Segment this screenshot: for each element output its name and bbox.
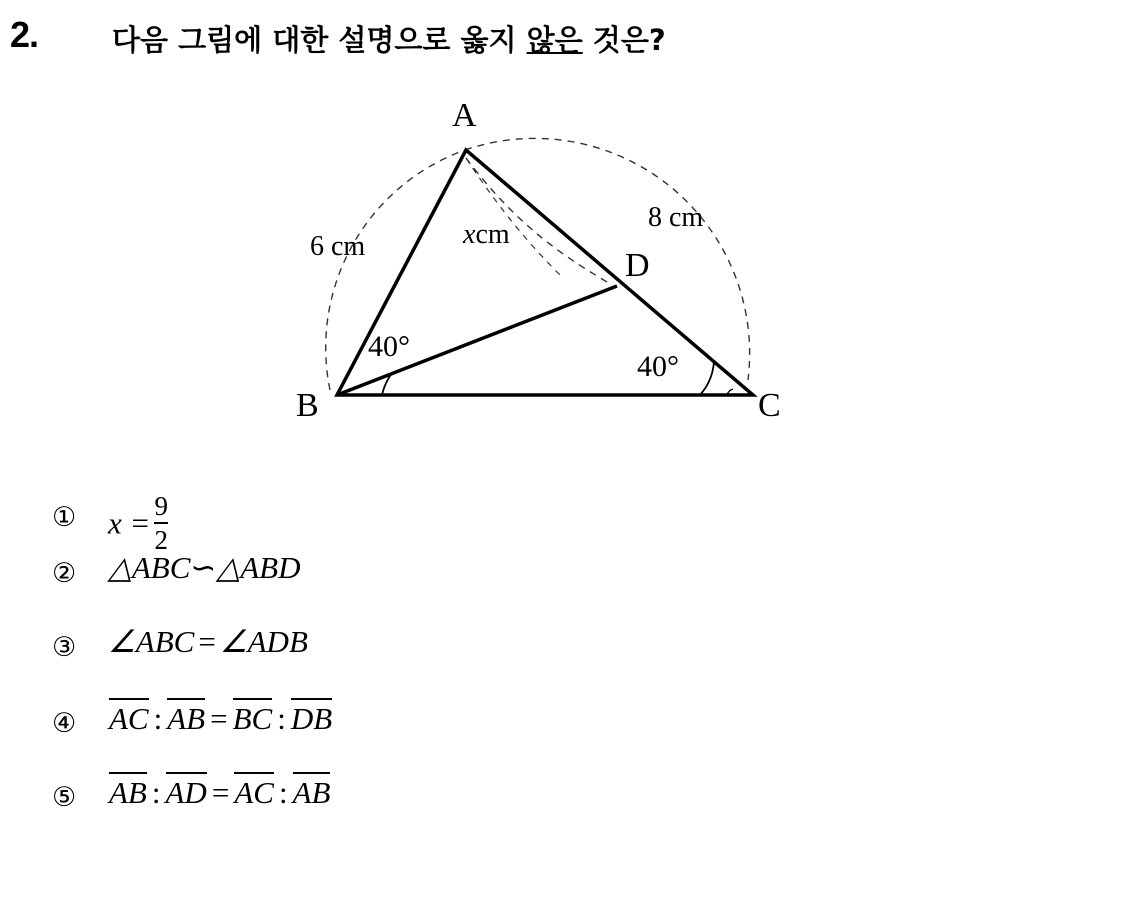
choice-1-marker: ① [52,502,77,533]
choice-4-body [108,698,333,737]
question-text-after: 것은? [582,23,666,57]
geometry-figure [0,80,1121,450]
question-text-underlined: 않은 [526,23,583,57]
question-header [0,10,1121,70]
similar-symbol: ∽ [190,550,217,585]
choice-3-angle-2: ∠ADB [219,624,308,659]
vertex-label-a: A [452,97,477,134]
choice-2-triangle-2: △ABD [216,550,301,585]
choice-2[interactable] [0,544,1121,618]
vertex-label-d: D [625,247,650,284]
fraction-denominator: 2 [154,525,168,556]
choice-1-lhs: x = [108,505,151,541]
vertex-label-b: B [296,387,319,424]
choice-5-segment-3: AC [234,772,274,811]
choice-5-ratio-1: : [151,775,161,810]
choice-5-equals: = [211,775,230,810]
question-text [112,18,666,59]
choice-5-segment-4: AB [293,772,331,811]
choice-3-equals: = [198,624,216,659]
choice-4-segment-3: BC [233,698,273,737]
choice-2-marker: ② [52,558,77,589]
choice-3-body [108,624,308,660]
choice-2-triangle-1: △ABC [108,550,191,585]
choice-4-segment-2: AB [167,698,205,737]
choice-list [0,470,1121,840]
choice-1[interactable] [0,470,1121,556]
choice-4-segment-4: DB [291,698,332,737]
choice-5-segment-2: AD [166,772,207,811]
label-angle-b: 40° [368,330,410,363]
choice-5-segment-1: AB [109,772,147,811]
arc-ac-decoration [465,138,750,380]
choice-4-ratio-1: : [153,701,163,736]
question-number: 2. [10,14,39,55]
choice-3-angle-1: ∠ABC [108,624,195,659]
choice-2-body [108,550,300,586]
choice-4-equals: = [210,701,228,736]
label-side-ad: xcm [463,219,510,250]
choice-4-segment-1: AC [109,698,149,737]
fraction-bar [154,522,168,524]
choice-4[interactable] [0,692,1121,766]
choice-5-marker: ⑤ [52,782,77,813]
choice-3[interactable] [0,618,1121,692]
figure-svg [0,80,1121,450]
vertex-label-c: C [758,387,781,424]
fraction-numerator: 9 [154,491,168,521]
choice-5-body [108,772,331,811]
choice-4-marker: ④ [52,708,77,739]
question-text-before: 다음 그림에 대한 설명으로 옳지 [112,23,527,57]
choice-5[interactable] [0,766,1121,840]
choice-3-marker: ③ [52,632,77,663]
label-angle-c: 40° [637,350,679,383]
choice-4-ratio-2: : [277,701,286,736]
label-side-ab: 6 cm [310,231,366,262]
label-side-ac: 8 cm [648,202,704,233]
angle-arc-c [700,361,714,395]
choice-5-ratio-2: : [278,775,288,810]
